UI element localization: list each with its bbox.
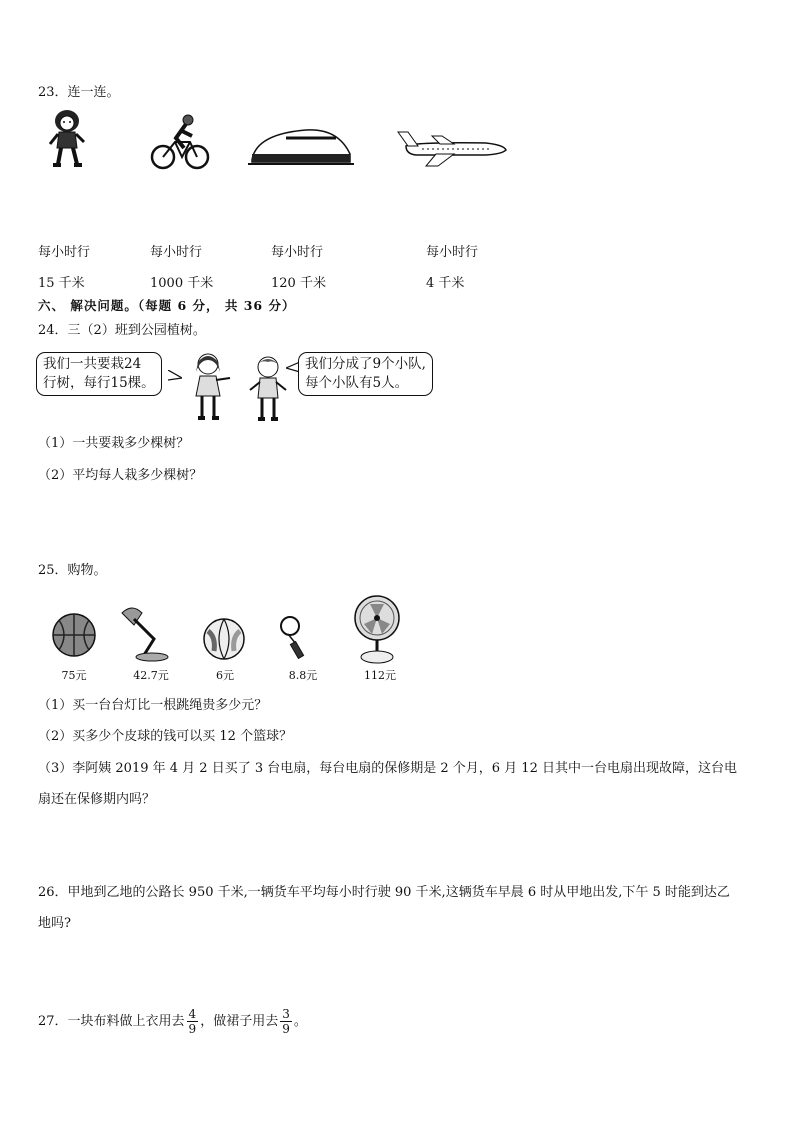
price-label: 42.7元: [133, 669, 169, 682]
bubble-tail: [168, 370, 182, 382]
fraction-denominator: 9: [188, 1022, 197, 1036]
price-label: 75元: [61, 669, 87, 682]
q25-sub3-line1: （3）李阿姨 2019 年 4 月 2 日买了 3 台电扇，每台电扇的保修期是 2 个月，6 月 12 日其中一台电扇出现故障，这台电: [38, 761, 737, 776]
q27-part2: ，做裙子用去: [200, 1014, 279, 1029]
girl-icon: [190, 352, 234, 424]
fraction: [187, 1007, 199, 1036]
bubble-line: 我们分成了9个小队,: [305, 356, 426, 372]
q24-title: 24．三（2）班到公园植树。: [38, 323, 206, 338]
q25-sub3-line2: 扇还在保修期内吗？: [38, 792, 156, 807]
basketball-icon: [51, 612, 97, 658]
speech-bubble-left: [36, 352, 162, 396]
speed-value: 1000 千米: [150, 276, 214, 291]
electric-fan-icon: [350, 594, 404, 666]
speed-label: 每小时行: [38, 245, 91, 260]
fraction: [280, 1007, 292, 1036]
speed-label: 每小时行: [150, 245, 203, 260]
q25-title: 25．购物。: [38, 563, 107, 578]
desk-lamp-icon: [118, 603, 174, 663]
q25-sub1: （1）买一台台灯比一根跳绳贵多少元？: [38, 698, 268, 713]
q27-text: [38, 1005, 307, 1039]
train-icon: [246, 124, 356, 168]
price-label: 112元: [364, 669, 396, 682]
fraction-denominator: 9: [282, 1022, 290, 1036]
section-title: 六、 解决问题。（每题 6 分， 共 36 分）: [38, 298, 296, 313]
speed-label: 每小时行: [271, 245, 324, 260]
speed-value: 4 千米: [426, 276, 465, 291]
q23-title: 23．连一连。: [38, 85, 120, 100]
bubble-line: 每个小队有5人。: [305, 375, 409, 391]
q27-part3: 。: [293, 1014, 307, 1029]
speed-value: 15 千米: [38, 276, 85, 291]
q24-sub1: （1）一共要栽多少棵树？: [38, 436, 190, 451]
jump-rope-icon: [276, 614, 316, 664]
price-label: 6元: [216, 669, 234, 682]
q26-line2: 地吗?: [38, 916, 71, 931]
fraction-numerator: 4: [188, 1007, 197, 1021]
q26-line1: 26．甲地到乙地的公路长 950 千米,一辆货车平均每小时行驶 90 千米,这辆货车早晨 6 时从甲地出发,下午 5 时能到达乙: [38, 885, 730, 900]
q27-part1: 27．一块布料做上衣用去: [38, 1014, 185, 1029]
airplane-icon: [396, 128, 508, 168]
bubble-line: 我们一共要栽24: [43, 356, 142, 372]
cyclist-icon: [150, 112, 210, 172]
girl-walking-icon: [46, 108, 88, 170]
q24-sub2: （2）平均每人栽多少棵树？: [38, 468, 203, 483]
boy-icon: [248, 354, 290, 424]
speed-value: 120 千米: [271, 276, 326, 291]
beach-ball-icon: [202, 617, 246, 661]
q25-sub2: （2）买多少个皮球的钱可以买 12 个篮球？: [38, 729, 293, 744]
speech-bubble-right: [298, 352, 433, 396]
speed-label: 每小时行: [426, 245, 479, 260]
price-label: 8.8元: [288, 669, 318, 682]
bubble-line: 行树，每行15棵。: [43, 375, 155, 391]
fraction-numerator: 3: [282, 1007, 290, 1021]
